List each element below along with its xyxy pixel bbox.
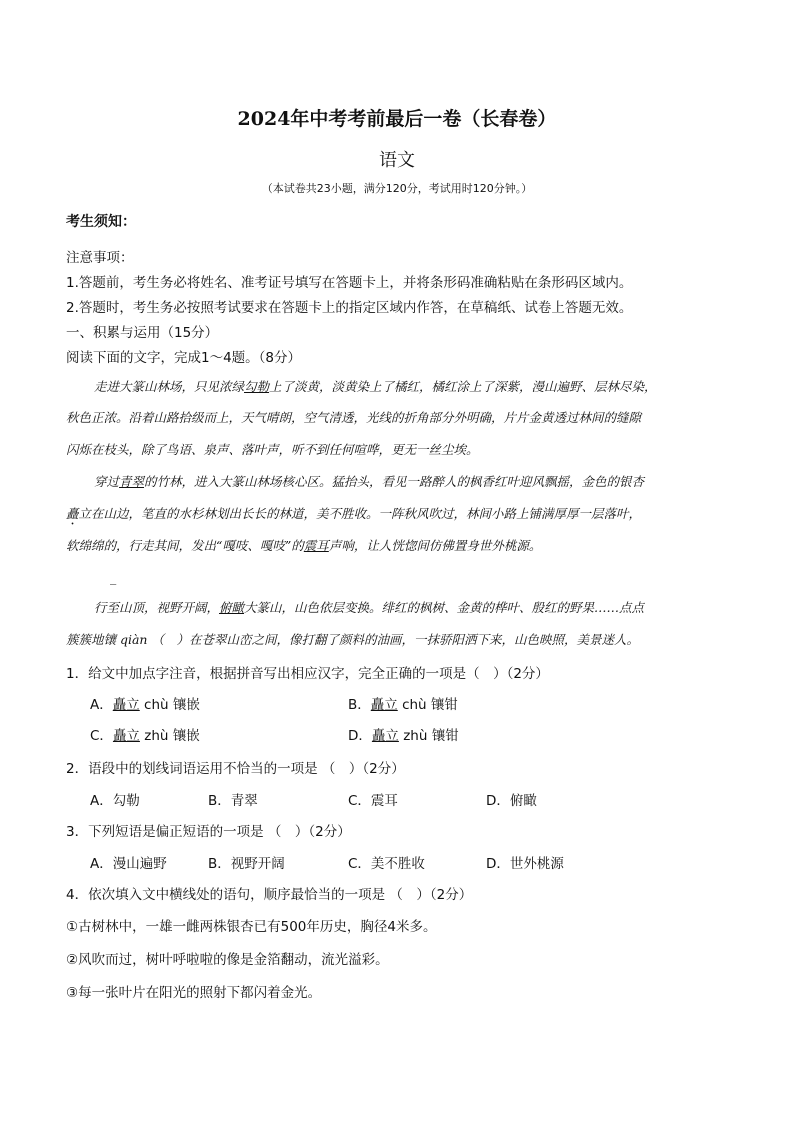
- passage-line: 簇簇地镶 qiàn （ ）在苍翠山峦之间，像打翻了颜料的油画，一抹骄阳洒下来，山色映照，美景迷人。: [66, 632, 639, 647]
- instructions-heading: 考生须知：: [66, 214, 136, 230]
- sentence-item: ①古树林中，一雄一雌两株银杏已有500年历史，胸径4米多。: [66, 919, 437, 935]
- subject-title: 语文: [379, 150, 415, 171]
- option-c: C．美不胜收: [348, 856, 425, 872]
- underlined-word: 震耳: [303, 538, 329, 553]
- question-stem: 4．依次填入文中横线处的语句，顺序最恰当的一项是 （ ）（2分）: [66, 887, 473, 903]
- option-a: A．漫山遍野: [90, 856, 167, 872]
- blank-line: _: [110, 570, 117, 585]
- sentence-item: ②风吹而过，树叶呼啦啦的像是金箔翻动，流光溢彩。: [66, 952, 389, 968]
- question-stem: 3．下列短语是偏正短语的一项是 （ ）（2分）: [66, 824, 351, 840]
- underlined-word: 俯瞰: [219, 600, 245, 615]
- passage-line: 穿过青翠的竹林，进入大篆山林场核心区。猛抬头，看见一路醉人的枫香红叶迎风飘摇，金色的银杏: [94, 474, 645, 489]
- passage-line: 走进大篆山林场，只见浓绿勾勒上了淡黄，淡黄染上了橘红，橘红涂上了深紫，漫山遍野、层林尽染，: [94, 379, 657, 394]
- option-b: B．视野开阔: [208, 856, 285, 872]
- option-a: A．矗立 chù 镶嵌: [90, 697, 200, 713]
- option-d: D．俯瞰: [486, 793, 537, 809]
- option-b: B．矗立 chù 镶钳: [348, 697, 458, 713]
- option-b: B．青翠: [208, 793, 258, 809]
- passage-line: 行至山顶，视野开阔，俯瞰大篆山，山色依层变换。绯红的枫树、金黄的桦叶、殷红的野果……点点: [94, 600, 645, 615]
- exam-title: 2024年中考考前最后一卷（长春卷）: [237, 108, 557, 130]
- section-heading: 一、积累与运用（15分）: [66, 325, 219, 341]
- passage-line: 秋色正浓。沿着山路拾级而上，天气晴朗，空气清透，光线的折角部分外明确，片片金黄透过林间的缝隙: [66, 410, 642, 425]
- option-d: D．矗立 zhù 镶钳: [348, 728, 459, 744]
- passage-line: 闪烁在枝头，除了鸟语、泉声、落叶声，听不到任何喧哗，更无一丝尘埃。: [66, 442, 479, 457]
- question-stem: 1．给文中加点字注音，根据拼音写出相应汉字，完全正确的一项是（ ）（2分）: [66, 666, 549, 682]
- instruction-item: 1.答题前，考生务必将姓名、准考证号填写在答题卡上，并将条形码准确粘贴在条形码区域内。: [66, 275, 633, 291]
- option-d: D．世外桃源: [486, 856, 564, 872]
- option-c: C．震耳: [348, 793, 398, 809]
- passage-line: 软绵绵的，行走其间，发出“嘎吱、嘎吱”的震耳声响，让人恍惚间仿佛置身世外桃源。: [66, 538, 542, 553]
- instruction-item: 2.答题时，考生务必按照考试要求在答题卡上的指定区域内作答，在草稿纸、试卷上答题无效。: [66, 300, 633, 316]
- dotted-char: 矗: [66, 506, 79, 521]
- sentence-item: ③每一张叶片在阳光的照射下都闪着金光。: [66, 985, 322, 1001]
- option-c: C．矗立 zhù 镶嵌: [90, 728, 200, 744]
- option-a: A．勾勒: [90, 793, 140, 809]
- question-stem: 2．语段中的划线词语运用不恰当的一项是 （ ）（2分）: [66, 761, 405, 777]
- underlined-word: 青翠: [119, 474, 145, 489]
- section-intro: 阅读下面的文字，完成1～4题。（8分）: [66, 350, 302, 366]
- underlined-word: 勾勒: [244, 379, 270, 394]
- exam-note: （本试卷共23小题，满分120分，考试用时120分钟。）: [261, 182, 533, 195]
- passage-line: 矗立在山边，笔直的水杉林划出长长的林道，美不胜收。一阵秋风吹过，林间小路上铺满厚厚一层落叶，: [66, 506, 642, 521]
- instructions-label: 注意事项：: [66, 250, 134, 266]
